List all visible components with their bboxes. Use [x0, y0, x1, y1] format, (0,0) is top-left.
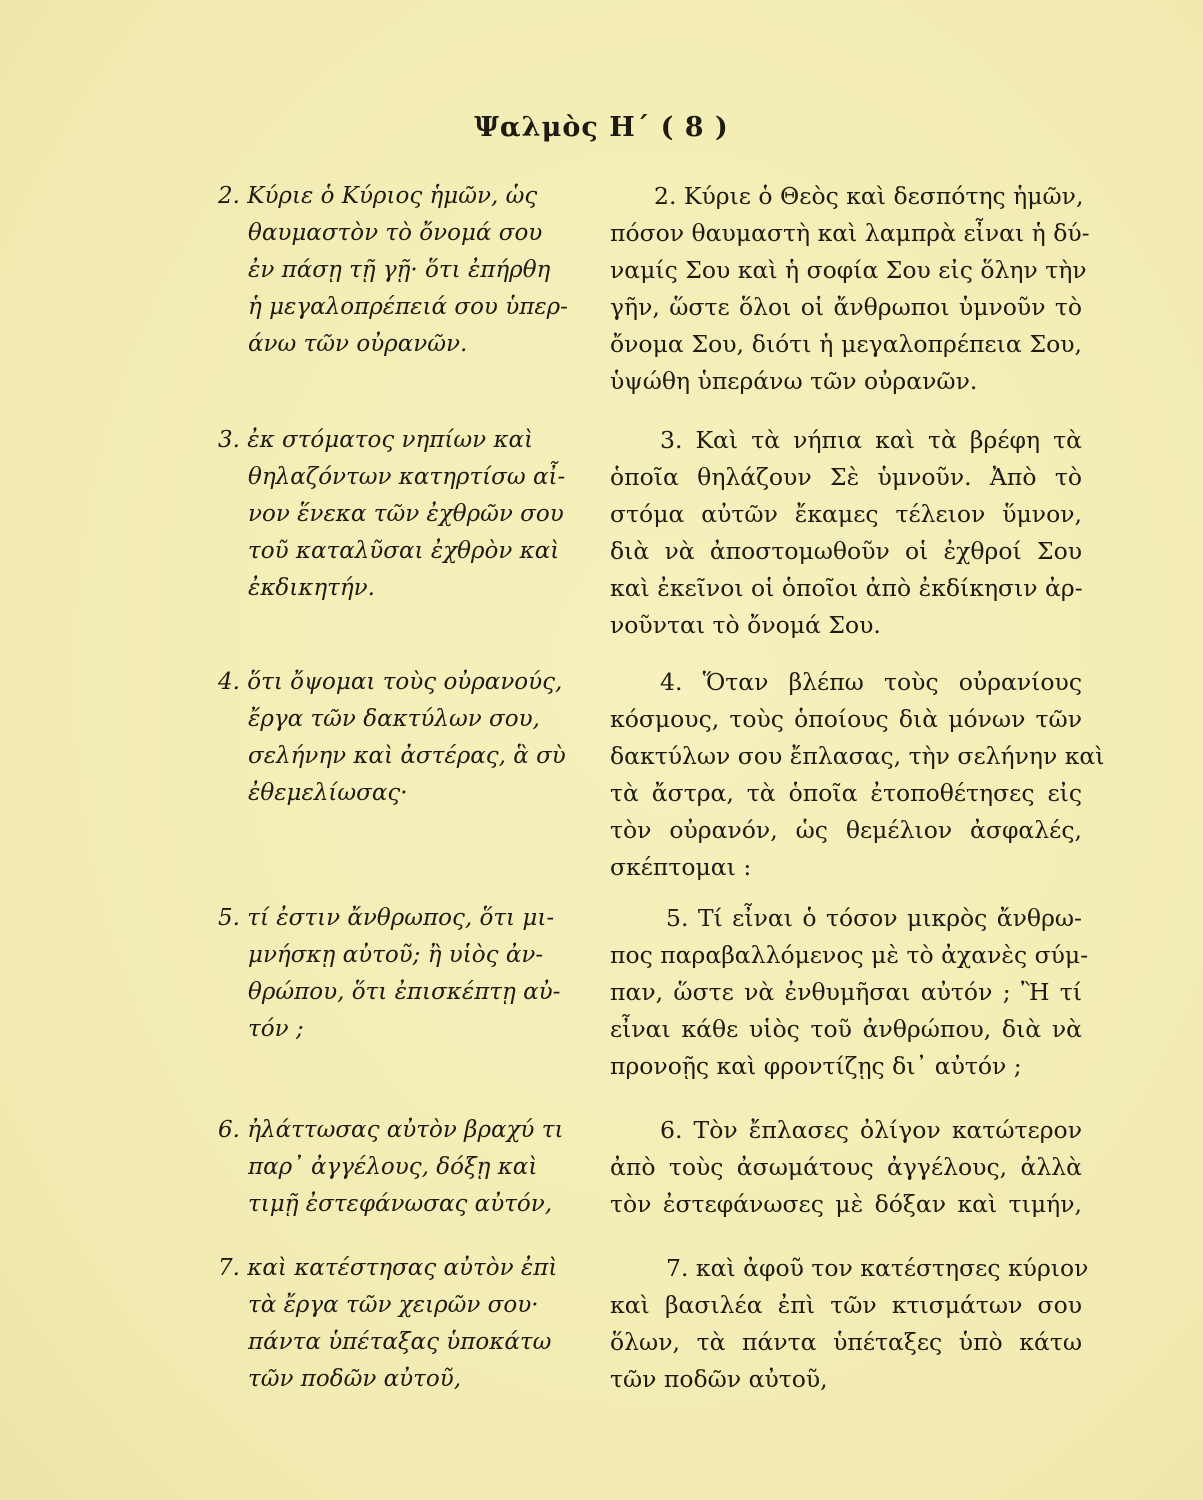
verse-6-modern — [610, 1112, 1082, 1223]
text-line: διὰ νὰ ἀποστομωθοῦν οἱ ἐχθροί Σου — [610, 537, 1082, 565]
text-line: 6. ἠλάττωσας αὐτὸν βραχύ τι — [218, 1117, 564, 1143]
text-line: 5. τί ἐστιν ἄνθρωπος, ὅτι μι- — [218, 905, 555, 931]
text-line: τιμῇ ἐστεφάνωσας αὐτόν, — [248, 1191, 553, 1217]
text-line: θηλαζόντων κατηρτίσω αἶ- — [248, 464, 566, 490]
text-line: τὰ ἄστρα, τὰ ὁποῖα ἐτοποθέτησες εἰς — [610, 779, 1082, 807]
text-line: παρ᾽ ἀγγέλους, δόξῃ καὶ — [248, 1154, 538, 1180]
text-line: ναμίς Σου καὶ ἡ σοφία Σου εἰς ὅλην τὴν — [610, 256, 1087, 284]
text-line: καὶ ἐκεῖνοι οἱ ὁποῖοι ἀπὸ ἐκδίκησιν ἀρ- — [610, 574, 1083, 602]
text-line: τόν ; — [248, 1016, 304, 1042]
text-line: στόμα αὐτῶν ἔκαμες τέλειον ὕμνον, — [610, 500, 1082, 528]
verse-3-modern — [610, 422, 1082, 644]
text-line: προνοῇς καὶ φροντίζῃς δι᾽ αὐτόν ; — [610, 1052, 1022, 1080]
text-line: άνω τῶν οὐρανῶν. — [248, 331, 468, 357]
text-line: 4. ὅτι ὄψομαι τοὺς οὐρανούς, — [218, 669, 563, 695]
text-line: ὁποῖα θηλάζουν Σὲ ὑμνοῦν. Ἀπὸ τὸ — [610, 463, 1082, 491]
text-line: δακτύλων σου ἔπλασας, τὴν σελήνην καὶ — [610, 742, 1105, 770]
text-line: 3. ἐκ στόματος νηπίων καὶ — [218, 427, 534, 453]
text-line: θαυμαστὸν τὸ ὄνομά σου — [248, 220, 543, 246]
verse-3-ancient — [218, 422, 598, 607]
text-line: 5. Τί εἶναι ὁ τόσον μικρὸς ἄνθρω- — [666, 904, 1082, 932]
text-line: ἡ μεγαλοπρέπειά σου ὑπερ- — [248, 294, 568, 320]
verse-6-ancient — [218, 1112, 598, 1223]
text-line: νον ἕνεκα τῶν ἐχθρῶν σου — [248, 501, 564, 527]
text-line: 2. Κύριε ὁ Κύριος ἡμῶν, ὡς — [218, 183, 538, 209]
verse-2-ancient — [218, 178, 598, 363]
text-line: ὅλων, τὰ πάντα ὑπέταξες ὑπὸ κάτω — [610, 1328, 1082, 1356]
text-line: 4. Ὅταν βλέπω τοὺς οὐρανίους — [660, 668, 1082, 696]
text-line: σκέπτομαι : — [610, 853, 752, 881]
verse-2-modern — [610, 178, 1090, 400]
text-line: μνήσκῃ αὐτοῦ; ἢ υἱὸς ἀν- — [248, 942, 544, 968]
text-line: ἀπὸ τοὺς ἀσωμάτους ἀγγέλους, ἀλλὰ — [610, 1153, 1082, 1181]
text-line: τὰ ἔργα τῶν χειρῶν σου· — [248, 1292, 539, 1318]
text-line: ἐθεμελίωσας· — [248, 780, 408, 806]
page-title: Ψαλμὸς Η΄ ( 8 ) — [474, 112, 729, 143]
text-line: παν, ὥστε νὰ ἐνθυμῆσαι αὐτόν ; Ἢ τί — [610, 978, 1082, 1006]
text-line: ἐκδικητήν. — [248, 575, 375, 601]
text-line: ἐν πάσῃ τῇ γῇ· ὅτι ἐπήρθη — [248, 257, 551, 283]
text-line: ὑψώθη ὑπεράνω τῶν οὐρανῶν. — [610, 367, 978, 395]
text-line: κόσμους, τοὺς ὁποίους διὰ μόνων τῶν — [610, 705, 1082, 733]
text-line: τῶν ποδῶν αὐτοῦ, — [248, 1366, 462, 1392]
verse-7-ancient — [218, 1250, 598, 1398]
text-line: πος παραβαλλόμενος μὲ τὸ ἀχανὲς σύμ- — [610, 941, 1089, 969]
verse-5-ancient — [218, 900, 598, 1048]
text-line: 2. Κύριε ὁ Θεὸς καὶ δεσπότης ἡμῶν, — [654, 182, 1084, 210]
text-line: 7. καὶ κατέστησας αὐτὸν ἐπὶ — [218, 1255, 558, 1281]
text-line: πάντα ὑπέταξας ὑποκάτω — [248, 1329, 552, 1355]
text-line: πόσον θαυμαστὴ καὶ λαμπρὰ εἶναι ἡ δύ- — [610, 219, 1090, 247]
text-line: καὶ βασιλέα ἐπὶ τῶν κτισμάτων σου — [610, 1291, 1082, 1319]
text-line: ἔργα τῶν δακτύλων σου, — [248, 706, 540, 732]
text-line: τὸν οὐρανόν, ὡς θεμέλιον ἀσφαλές, — [610, 816, 1082, 844]
text-line: εἶναι κάθε υἱὸς τοῦ ἀνθρώπου, διὰ νὰ — [610, 1015, 1082, 1043]
text-line: σελήνην καὶ ἀστέρας, ἃ σὺ — [248, 743, 566, 769]
text-line: ὄνομα Σου, διότι ἡ μεγαλοπρέπεια Σου, — [610, 330, 1082, 358]
text-line: νοῦνται τὸ ὄνομά Σου. — [610, 611, 881, 639]
verse-4-modern — [610, 664, 1105, 886]
text-line: γῆν, ὥστε ὅλοι οἱ ἄνθρωποι ὑμνοῦν τὸ — [610, 293, 1082, 321]
text-line: τοῦ καταλῦσαι ἐχθρὸν καὶ — [248, 538, 560, 564]
verse-7-modern — [610, 1250, 1089, 1398]
verse-5-modern — [610, 900, 1089, 1085]
text-line: τῶν ποδῶν αὐτοῦ, — [610, 1365, 828, 1393]
verse-4-ancient — [218, 664, 598, 812]
text-line: 3. Καὶ τὰ νήπια καὶ τὰ βρέφη τὰ — [660, 426, 1082, 454]
text-line: θρώπου, ὅτι ἐπισκέπτῃ αὐ- — [248, 979, 561, 1005]
text-line: τὸν ἐστεφάνωσες μὲ δόξαν καὶ τιμήν, — [610, 1190, 1082, 1218]
text-line: 7. καὶ ἀφοῦ τον κατέστησες κύριον — [666, 1254, 1089, 1282]
text-line: 6. Τὸν ἔπλασες ὀλίγον κατώτερον — [660, 1116, 1082, 1144]
